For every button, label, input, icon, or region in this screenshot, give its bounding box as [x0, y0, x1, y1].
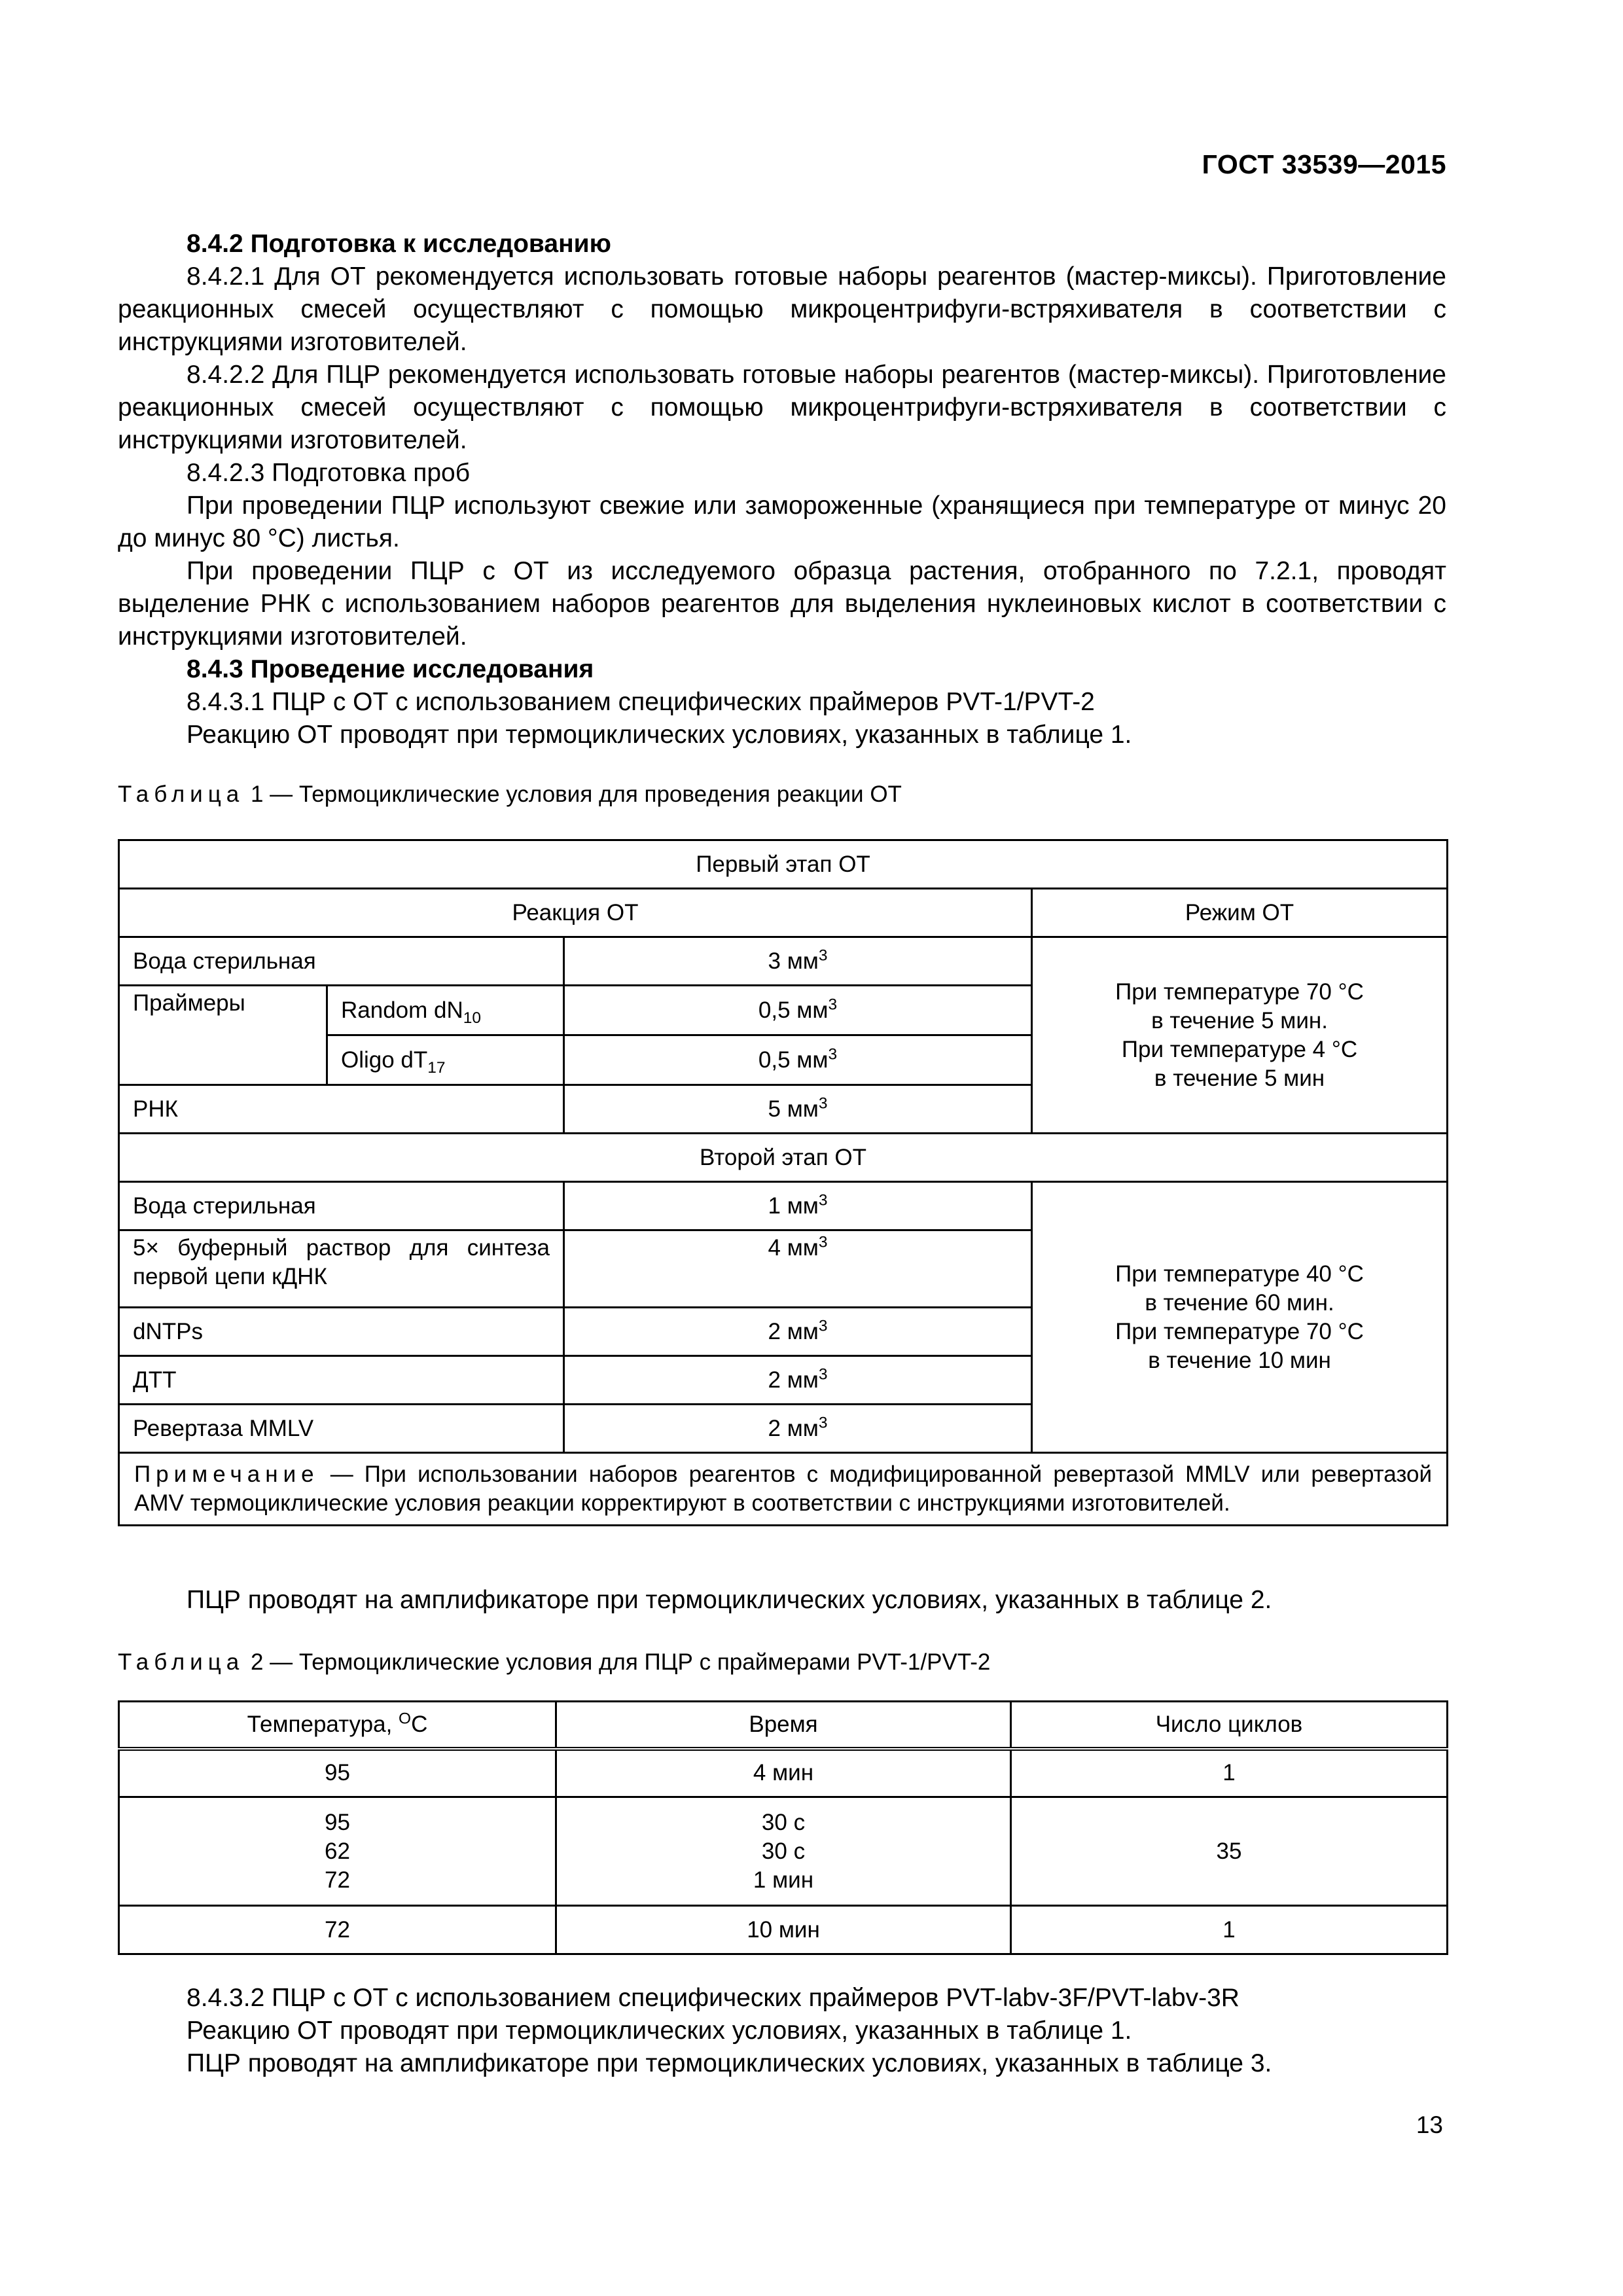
table1-stage2-title: Второй этап ОТ: [119, 1134, 1448, 1182]
table1-cell-value: 2 $мм^3$: [564, 1308, 1032, 1356]
table1-cell-label: 5× буферный раствор для синтеза первой цепи кДНК: [119, 1230, 564, 1308]
paragraph-8422: 8.4.2.2 Для ПЦР рекомендуется использовать готовые наборы реагентов (мастер-миксы). Приготовление реакционных смесей осуществляют с помощью микроцентрифуги-встряхивателя в соответствии с инструкциями изготовителей.: [118, 361, 1446, 454]
table2-header-time: Время: [556, 1702, 1011, 1749]
table1-cell-value: 4 $мм^3$: [564, 1230, 1032, 1308]
table1-rt-conditions: [118, 839, 1448, 1526]
table1-stage2-mode: При температуре 40 °С в течение 60 мин. При температуре 70 °С в течение 10 мин: [1032, 1182, 1448, 1453]
table2-header-temperature: Температура, $^О$С: [119, 1702, 556, 1749]
table2-cell: 4 мин: [556, 1749, 1011, 1797]
page-number: 13: [1416, 2111, 1443, 2138]
table1-stage1-title: Первый этап ОТ: [119, 840, 1448, 889]
section-heading-842: 8.4.2 Подготовка к исследованию: [187, 230, 611, 258]
table2-cell: 1: [1011, 1749, 1448, 1797]
paragraph-pcr-table3: ПЦР проводят на амплификаторе при термоциклических условиях, указанных в таблице 3.: [187, 2049, 1272, 2077]
table2-cell: 30 с 30 с 1 мин: [556, 1797, 1011, 1906]
table2-pcr-conditions: [118, 1700, 1448, 1955]
table1-stage1-mode: При температуре 70 °С в течение 5 мин. При температуре 4 °С в течение 5 мин: [1032, 937, 1448, 1134]
table2-cell: 10 мин: [556, 1906, 1011, 1954]
table2-cell: 95: [119, 1749, 556, 1797]
section-heading-843: 8.4.3 Проведение исследования: [187, 655, 594, 683]
paragraph-8431: 8.4.3.1 ПЦР с ОТ с использованием специфических праймеров PVT-1/PVT-2: [187, 688, 1095, 716]
paragraph-sample-freezing: При проведении ПЦР используют свежие или замороженные (хранящиеся при температуре от минус 20 до минус 80 °С) листья.: [118, 492, 1446, 552]
table1-cell-label: Вода стерильная: [119, 937, 564, 986]
table1-cell-label: dNTPs: [119, 1308, 564, 1356]
table1-cell-value: 2 $мм^3$: [564, 1405, 1032, 1453]
paragraph-8421: 8.4.2.1 Для ОТ рекомендуется использовать готовые наборы реагентов (мастер-миксы). Приготовление реакционных смесей осуществляют с помощью микроцентрифуги-встряхивателя в соответствии с инструкциями изготовителей.: [118, 262, 1446, 356]
table1-cell-label: ДТТ: [119, 1356, 564, 1405]
table2-cell: 1: [1011, 1906, 1448, 1954]
table1-cell-value: 0,5 $мм^3$: [564, 1035, 1032, 1085]
table1-cell-value: 2 $мм^3$: [564, 1356, 1032, 1405]
table2-cell: 35: [1011, 1797, 1448, 1906]
table1-caption: Таблица 1 — Термоциклические условия для проведения реакции ОТ: [118, 781, 902, 807]
table2-cell: 72: [119, 1906, 556, 1954]
table1-cell-label: РНК: [119, 1085, 564, 1134]
table1-cell-label: Oligo $dT_{17}$: [327, 1035, 564, 1085]
paragraph-rna-extraction: При проведении ПЦР с ОТ из исследуемого образца растения, отобранного по 7.2.1, проводят выделение РНК с использованием наборов реагентов для выделения нуклеиновых кислот в соответствии с инструкциями изготовителей.: [118, 557, 1446, 651]
paragraph-8432: 8.4.3.2 ПЦР с ОТ с использованием специфических праймеров PVT-labv-3F/PVT-labv-3R: [187, 1984, 1240, 2012]
table1-cell-value: 5 $мм^3$: [564, 1085, 1032, 1134]
paragraph-8423: 8.4.2.3 Подготовка проб: [187, 459, 471, 487]
paragraph-pcr-table2: ПЦР проводят на амплификаторе при термоциклических условиях, указанных в таблице 2.: [187, 1586, 1272, 1614]
table1-cell-label: Вода стерильная: [119, 1182, 564, 1230]
paragraph-rt-conditions: Реакцию ОТ проводят при термоциклических условиях, указанных в таблице 1.: [187, 721, 1132, 749]
section-842: [118, 228, 1446, 751]
table1-cell-label: Random $dN_{10}$: [327, 986, 564, 1035]
table1-cell-label: Ревертаза MMLV: [119, 1405, 564, 1453]
paragraph-rt-table1: Реакцию ОТ проводят при термоциклических условиях, указанных в таблице 1.: [187, 2017, 1132, 2045]
table1-cell-value: 0,5 $мм^3$: [564, 986, 1032, 1035]
section-8432: [118, 1982, 1446, 2080]
table1-note: Примечание — При использовании наборов реагентов с модифицированной ревертазой MMLV или ревертазой AMV термоциклические условия реакции корректируют в соответствии с инструкциями изготовителей.: [119, 1453, 1448, 1526]
table1-col-mode: Режим ОТ: [1032, 889, 1448, 937]
document-code: ГОСТ 33539—2015: [1202, 149, 1446, 179]
table2-caption: Таблица 2 — Термоциклические условия для ПЦР с праймерами PVT-1/PVT-2: [118, 1649, 991, 1675]
table2-header-cycles: Число циклов: [1011, 1702, 1448, 1749]
table1-cell-value: 3 $мм^3$: [564, 937, 1032, 986]
table1-cell-value: 1 $мм^3$: [564, 1182, 1032, 1230]
table1-cell-label: Праймеры: [119, 986, 327, 1085]
table1-col-reaction: Реакция ОТ: [119, 889, 1032, 937]
table2-cell: 95 62 72: [119, 1797, 556, 1906]
